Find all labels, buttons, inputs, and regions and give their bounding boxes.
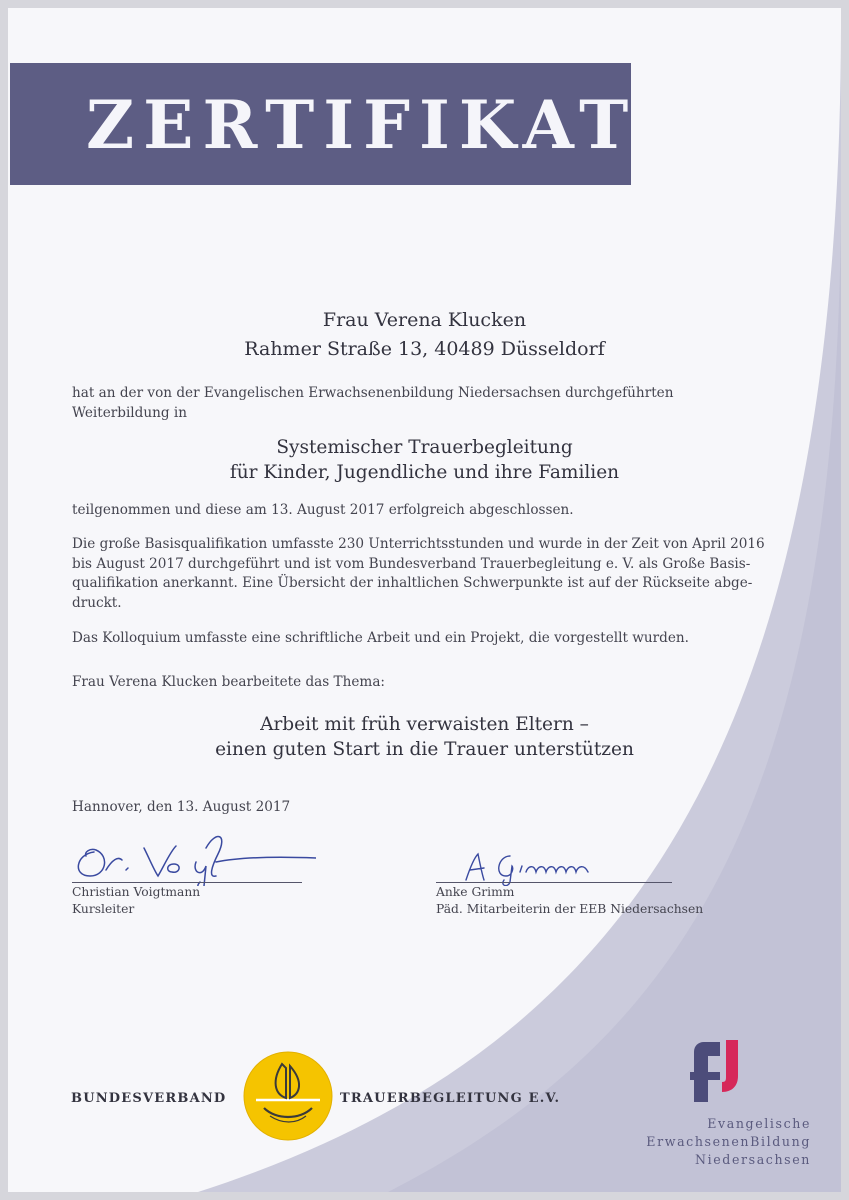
signature-line — [72, 882, 302, 883]
colloquium-text: Das Kolloquium umfasste eine schriftliche Arbeit und ein Projekt, die vorgestellt wurden. — [72, 630, 689, 646]
course-title-line: Systemischer Trauerbegleitung — [276, 437, 573, 458]
signature-grimm — [448, 846, 648, 886]
topic-intro: Frau Verena Klucken bearbeitete das Thema: — [72, 674, 386, 690]
eeb-name-line: ErwachsenenBildung — [646, 1134, 811, 1149]
intro-line: hat an der von der Evangelischen Erwachsenenbildung Niedersachsen durchgeführten — [72, 385, 674, 401]
qualification-line: Die große Basisqualifikation umfasste 230 Unterrichtsstunden und wurde in der Zeit von April 2016 — [72, 536, 765, 552]
signer-name: Christian Voigtmann — [72, 885, 201, 899]
qualification-paragraph — [72, 535, 772, 613]
intro-line: Weiterbildung in — [72, 404, 187, 421]
signer-role: Kursleiter — [72, 902, 135, 916]
qualification-line: qualifikation anerkannt. Eine Übersicht der inhaltlichen Schwerpunkte ist auf der Rückseite abge- — [72, 575, 753, 592]
qualification-line: druckt. — [72, 594, 122, 611]
signature-line — [436, 882, 672, 883]
place-date: Hannover, den 13. August 2017 — [72, 799, 291, 815]
signature-voigtmann — [66, 826, 316, 886]
signer-role: Päd. Mitarbeiterin der EEB Niedersachsen — [436, 902, 704, 916]
completion-text: teilgenommen und diese am 13. August 2017 erfolgreich abgeschlossen. — [72, 502, 574, 518]
intro-paragraph — [72, 384, 772, 423]
eeb-cross-logo-icon — [686, 1036, 756, 1108]
bv-left-text: BUNDESVERBAND — [71, 1091, 227, 1106]
eeb-name-line: Niedersachsen — [695, 1152, 811, 1167]
bv-right-text: TRAUERBEGLEITUNG E.V. — [340, 1091, 561, 1106]
eeb-name-line: Evangelische — [707, 1116, 811, 1131]
recipient-name: Frau Verena Klucken — [322, 309, 527, 331]
topic-title-line: einen guten Start in die Trauer unterstützen — [215, 739, 634, 760]
topic-title-line: Arbeit mit früh verwaisten Eltern – — [260, 714, 589, 735]
certificate-title: ZERTIFIKAT — [86, 86, 638, 164]
course-title-line: für Kinder, Jugendliche und ihre Familien — [229, 462, 620, 483]
qualification-line: bis August 2017 durchgeführt und ist vom Bundesverband Trauerbegleitung e. V. als Große Basis- — [72, 555, 751, 572]
certificate-sheet — [8, 8, 841, 1192]
bv-boat-logo-icon — [242, 1050, 334, 1142]
recipient-address: Rahmer Straße 13, 40489 Düsseldorf — [244, 338, 605, 360]
signer-name: Anke Grimm — [436, 885, 515, 899]
